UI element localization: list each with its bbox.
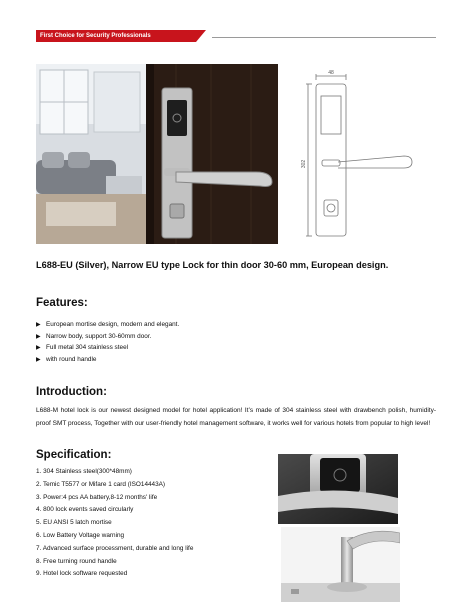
feature-item: ▶ Narrow body, support 30-60mm door. [36, 331, 179, 343]
lock-closeup-photo [278, 454, 398, 524]
bullet-triangle-icon: ▶ [36, 356, 41, 363]
feature-item: ▶ Full metal 304 stainless steel [36, 342, 179, 354]
introduction-paragraph: L688-M hotel lock is our newest designed model for hotel application! It’s made of 304 stainless steel with drawbench polish, humidity-proof SMT process, Together with our user-friendly hotel management software, it works well for various hotels from popular to high level! [36, 407, 436, 427]
drawing-width-label: 48 [328, 70, 334, 76]
spec-item: 4. 800 lock events saved circularly [36, 506, 134, 514]
features-heading: Features: [36, 297, 88, 309]
banner-tagline: First Choice for Security Professionals [36, 30, 196, 42]
features-list [36, 319, 179, 365]
spec-item: 8. Free turning round handle [36, 557, 117, 565]
spec-item: 9. Hotel lock software requested [36, 570, 128, 578]
introduction-heading: Introduction: [36, 386, 107, 398]
product-room-photo [36, 64, 278, 244]
spec-item: 6. Low Battery Voltage warning [36, 531, 125, 539]
banner-slash-shape [196, 30, 206, 42]
specification-heading: Specification: [36, 449, 112, 461]
bullet-triangle-icon: ▶ [36, 322, 41, 328]
spec-item: 7. Advanced surface processment, durable and long life [36, 544, 194, 552]
model-title: L688-EU (Silver), Narrow EU type Lock for thin door 30-60 mm, European design. [36, 260, 389, 270]
bullet-triangle-icon: ▶ [36, 345, 41, 351]
spec-item: 1. 304 Stainless steel(300*48mm) [36, 468, 132, 475]
spec-item: 3. Power:4 pcs AA battery,8-12 months' life [36, 493, 158, 501]
drawing-height-label: 302 [301, 159, 307, 169]
technical-drawing [300, 70, 435, 242]
feature-item: ▶ European mortise design, modern and elegant. [36, 319, 179, 331]
specification-list [36, 466, 193, 581]
bullet-triangle-icon: ▶ [36, 333, 41, 340]
spec-item: 5. EU ANSI 5 latch mortise [36, 519, 112, 527]
header-banner [36, 30, 436, 42]
banner-rule [212, 37, 436, 38]
spec-item: 2. Temic T5577 or Mifare 1 card (ISO14443A) [36, 480, 166, 488]
feature-item: ▶ with round handle [36, 354, 179, 366]
handle-closeup-photo [281, 527, 400, 602]
